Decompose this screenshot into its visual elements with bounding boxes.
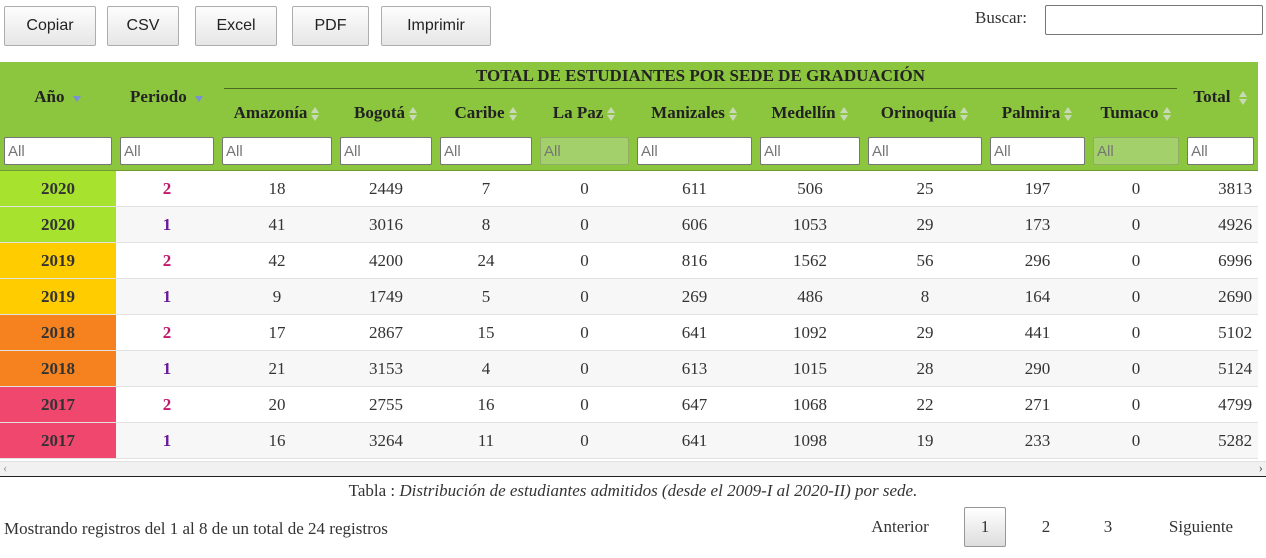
filter-cell xyxy=(864,132,986,171)
next-page-button[interactable]: Siguiente xyxy=(1168,517,1234,536)
total-cell: 6996 xyxy=(1183,243,1258,279)
sede-value-cell: 0 xyxy=(536,207,633,243)
table-body xyxy=(0,171,1258,459)
filter-cell xyxy=(536,132,633,171)
total-cell: 5282 xyxy=(1183,423,1258,459)
column-header-total-label: Total xyxy=(1193,87,1231,106)
page-button-3[interactable]: 3 xyxy=(1103,517,1113,536)
horizontal-scrollbar[interactable] xyxy=(0,461,1266,476)
sede-value-cell: 8 xyxy=(864,279,986,315)
column-header-sede[interactable] xyxy=(756,94,864,132)
period-cell: 1 xyxy=(116,423,218,459)
filter-cell xyxy=(1089,132,1183,171)
filter-cell xyxy=(436,132,536,171)
sede-value-cell: 164 xyxy=(986,279,1089,315)
sede-value-cell: 3264 xyxy=(336,423,436,459)
sede-value-cell: 4 xyxy=(436,351,536,387)
year-cell: 2018 xyxy=(0,351,116,387)
filter-cell xyxy=(633,132,756,171)
sede-value-cell: 269 xyxy=(633,279,756,315)
filter-cell xyxy=(116,132,218,171)
year-cell: 2020 xyxy=(0,171,116,207)
table-row xyxy=(0,279,1258,315)
period-cell: 2 xyxy=(116,243,218,279)
column-header-sede[interactable] xyxy=(1089,94,1183,132)
sort-icon xyxy=(1238,90,1248,106)
period-cell: 1 xyxy=(116,207,218,243)
year-cell: 2019 xyxy=(0,243,116,279)
sede-value-cell: 233 xyxy=(986,423,1089,459)
filter-cell xyxy=(336,132,436,171)
sede-value-cell: 647 xyxy=(633,387,756,423)
sede-value-cell: 1053 xyxy=(756,207,864,243)
scroll-left-icon[interactable]: ‹ xyxy=(3,460,8,475)
column-header-total[interactable] xyxy=(1183,62,1258,132)
previous-page-button[interactable]: Anterior xyxy=(871,517,929,536)
sede-value-cell: 20 xyxy=(218,387,336,423)
sede-value-cell: 2449 xyxy=(336,171,436,207)
table-caption xyxy=(0,481,1266,501)
total-cell: 2690 xyxy=(1183,279,1258,315)
sede-value-cell: 0 xyxy=(1089,171,1183,207)
group-header xyxy=(218,62,1183,94)
sede-value-cell: 3016 xyxy=(336,207,436,243)
sede-value-cell: 0 xyxy=(1089,423,1183,459)
filter-cell xyxy=(986,132,1089,171)
sede-value-cell: 1068 xyxy=(756,387,864,423)
column-header-sede-label: Medellín xyxy=(771,102,836,122)
sort-desc-icon xyxy=(72,90,82,106)
print-button[interactable]: Imprimir xyxy=(381,6,491,46)
sort-icon xyxy=(728,106,738,122)
filter-cell xyxy=(218,132,336,171)
column-header-period[interactable] xyxy=(116,62,218,132)
sede-value-cell: 2755 xyxy=(336,387,436,423)
sede-value-cell: 4200 xyxy=(336,243,436,279)
period-cell: 1 xyxy=(116,351,218,387)
table-row xyxy=(0,351,1258,387)
sede-value-cell: 0 xyxy=(536,243,633,279)
sede-value-cell: 42 xyxy=(218,243,336,279)
sede-value-cell: 41 xyxy=(218,207,336,243)
column-filter-input[interactable] xyxy=(222,137,332,165)
column-header-year[interactable] xyxy=(0,62,116,132)
table-row xyxy=(0,171,1258,207)
table-row xyxy=(0,423,1258,459)
sede-value-cell: 486 xyxy=(756,279,864,315)
filter-cell xyxy=(756,132,864,171)
column-filter-input[interactable] xyxy=(637,137,752,165)
sede-value-cell: 606 xyxy=(633,207,756,243)
sort-icon xyxy=(1162,106,1172,122)
sort-icon xyxy=(408,106,418,122)
sede-value-cell: 8 xyxy=(436,207,536,243)
sede-value-cell: 5 xyxy=(436,279,536,315)
sede-value-cell: 22 xyxy=(864,387,986,423)
caption-prefix: Tabla : xyxy=(348,481,400,500)
column-header-sede-label: La Paz xyxy=(552,102,604,122)
year-cell: 2019 xyxy=(0,279,116,315)
sede-value-cell: 0 xyxy=(1089,351,1183,387)
data-table-container xyxy=(0,62,1266,475)
students-table xyxy=(0,62,1258,459)
sede-value-cell: 0 xyxy=(536,351,633,387)
sede-value-cell: 0 xyxy=(536,423,633,459)
sede-value-cell: 9 xyxy=(218,279,336,315)
column-header-sede-label: Tumaco xyxy=(1100,102,1159,122)
copy-button[interactable]: Copiar xyxy=(4,6,96,46)
year-cell: 2017 xyxy=(0,423,116,459)
column-filter-input[interactable] xyxy=(1187,137,1254,165)
sede-value-cell: 0 xyxy=(1089,243,1183,279)
table-row xyxy=(0,315,1258,351)
column-header-sede[interactable] xyxy=(436,94,536,132)
column-header-sede-label: Bogotá xyxy=(354,102,405,122)
total-cell: 5124 xyxy=(1183,351,1258,387)
sede-value-cell: 0 xyxy=(536,315,633,351)
sede-value-cell: 1749 xyxy=(336,279,436,315)
sede-value-cell: 24 xyxy=(436,243,536,279)
page-button-1[interactable]: 1 xyxy=(964,507,1006,547)
year-cell: 2017 xyxy=(0,387,116,423)
column-filter-input xyxy=(540,137,629,165)
sede-value-cell: 0 xyxy=(1089,279,1183,315)
sede-value-cell: 7 xyxy=(436,171,536,207)
sede-value-cell: 441 xyxy=(986,315,1089,351)
year-cell: 2018 xyxy=(0,315,116,351)
column-header-sede[interactable] xyxy=(986,94,1089,132)
sort-icon xyxy=(959,106,969,122)
table-row xyxy=(0,207,1258,243)
sede-value-cell: 11 xyxy=(436,423,536,459)
column-header-sede-label: Orinoquía xyxy=(880,102,957,122)
column-filter-input[interactable] xyxy=(440,137,532,165)
column-header-sede[interactable] xyxy=(218,94,336,132)
sede-value-cell: 816 xyxy=(633,243,756,279)
sede-value-cell: 173 xyxy=(986,207,1089,243)
filter-row xyxy=(0,132,1258,171)
sede-value-cell: 290 xyxy=(986,351,1089,387)
sede-value-cell: 0 xyxy=(1089,207,1183,243)
pdf-button[interactable]: PDF xyxy=(292,6,369,46)
sede-value-cell: 56 xyxy=(864,243,986,279)
period-cell: 1 xyxy=(116,279,218,315)
period-cell: 2 xyxy=(116,171,218,207)
filter-cell xyxy=(1183,132,1258,171)
table-row xyxy=(0,387,1258,423)
period-cell: 2 xyxy=(116,387,218,423)
sede-value-cell: 16 xyxy=(218,423,336,459)
column-header-sede[interactable] xyxy=(536,94,633,132)
filter-cell xyxy=(0,132,116,171)
sede-value-cell: 28 xyxy=(864,351,986,387)
sort-icon xyxy=(1063,106,1073,122)
sede-value-cell: 19 xyxy=(864,423,986,459)
sede-value-cell: 1562 xyxy=(756,243,864,279)
caption-text: Distribución de estudiantes admitidos (desde el 2009-I al 2020-II) por sede. xyxy=(399,481,918,500)
sort-icon xyxy=(310,106,320,122)
records-info: Mostrando registros del 1 al 8 de un total de 24 registros xyxy=(4,519,388,538)
column-filter-input[interactable] xyxy=(340,137,432,165)
sede-value-cell: 15 xyxy=(436,315,536,351)
table-bottom-border xyxy=(0,476,1266,477)
total-cell: 4799 xyxy=(1183,387,1258,423)
scroll-right-icon[interactable]: › xyxy=(1258,460,1263,475)
sede-value-cell: 0 xyxy=(536,171,633,207)
column-header-sede-label: Amazonía xyxy=(233,102,308,122)
column-filter-input[interactable] xyxy=(990,137,1085,165)
column-filter-input[interactable] xyxy=(760,137,860,165)
column-filter-input xyxy=(1093,137,1179,165)
column-header-year-label: Año xyxy=(34,87,65,106)
sort-icon xyxy=(839,106,849,122)
sede-value-cell: 271 xyxy=(986,387,1089,423)
sede-value-cell: 3153 xyxy=(336,351,436,387)
table-row xyxy=(0,243,1258,279)
sort-desc-icon xyxy=(194,90,204,106)
total-cell: 4926 xyxy=(1183,207,1258,243)
sede-value-cell: 16 xyxy=(436,387,536,423)
sede-value-cell: 0 xyxy=(1089,387,1183,423)
column-filter-input[interactable] xyxy=(868,137,982,165)
sede-value-cell: 641 xyxy=(633,315,756,351)
search-label: Buscar: xyxy=(975,8,1027,27)
period-cell: 2 xyxy=(116,315,218,351)
sede-value-cell: 17 xyxy=(218,315,336,351)
column-filter-input[interactable] xyxy=(4,137,112,165)
sede-value-cell: 25 xyxy=(864,171,986,207)
total-cell: 5102 xyxy=(1183,315,1258,351)
column-header-sede[interactable] xyxy=(864,94,986,132)
sort-icon xyxy=(508,106,518,122)
sede-value-cell: 0 xyxy=(536,279,633,315)
column-header-sede-label: Palmira xyxy=(1001,102,1061,122)
sede-value-cell: 611 xyxy=(633,171,756,207)
search-input[interactable] xyxy=(1045,5,1263,35)
sede-value-cell: 1092 xyxy=(756,315,864,351)
sede-value-cell: 2867 xyxy=(336,315,436,351)
sede-value-cell: 18 xyxy=(218,171,336,207)
sede-value-cell: 641 xyxy=(633,423,756,459)
sede-value-cell: 1015 xyxy=(756,351,864,387)
column-header-sede[interactable] xyxy=(633,94,756,132)
column-header-sede[interactable] xyxy=(336,94,436,132)
csv-button[interactable]: CSV xyxy=(107,6,179,46)
column-filter-input[interactable] xyxy=(120,137,214,165)
column-header-period-label: Periodo xyxy=(130,87,187,106)
total-cell: 3813 xyxy=(1183,171,1258,207)
sede-value-cell: 0 xyxy=(536,387,633,423)
sede-value-cell: 613 xyxy=(633,351,756,387)
group-header-title: TOTAL DE ESTUDIANTES POR SEDE DE GRADUACIÓN xyxy=(224,66,1177,89)
excel-button[interactable]: Excel xyxy=(195,6,277,46)
sede-value-cell: 21 xyxy=(218,351,336,387)
sede-value-cell: 29 xyxy=(864,315,986,351)
column-header-sede-label: Caribe xyxy=(454,102,505,122)
sede-value-cell: 1098 xyxy=(756,423,864,459)
column-header-sede-label: Manizales xyxy=(651,102,725,122)
sede-value-cell: 296 xyxy=(986,243,1089,279)
sede-value-cell: 506 xyxy=(756,171,864,207)
sort-icon xyxy=(606,106,616,122)
year-cell: 2020 xyxy=(0,207,116,243)
page-button-2[interactable]: 2 xyxy=(1041,517,1051,536)
sede-value-cell: 197 xyxy=(986,171,1089,207)
sede-value-cell: 0 xyxy=(1089,315,1183,351)
sede-value-cell: 29 xyxy=(864,207,986,243)
